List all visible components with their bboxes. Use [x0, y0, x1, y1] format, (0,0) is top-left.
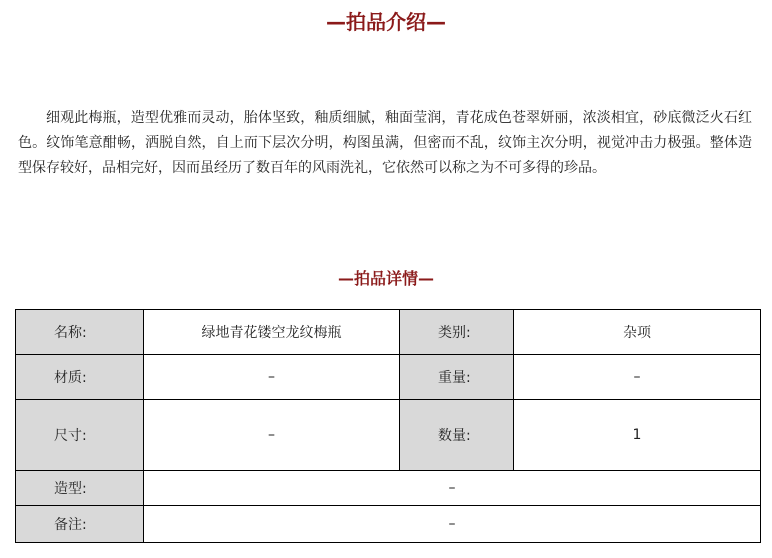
- size-value: –: [144, 400, 400, 471]
- remark-label: 备注:: [16, 506, 144, 543]
- material-label: 材质:: [16, 355, 144, 400]
- shape-value: –: [144, 471, 761, 506]
- table-row: [16, 506, 761, 543]
- details-title: —拍品详情—: [337, 269, 434, 288]
- shape-label: 造型:: [16, 471, 144, 506]
- weight-label: 重量:: [400, 355, 514, 400]
- quantity-label: 数量:: [400, 400, 514, 471]
- intro-title: —拍品介绍—: [326, 10, 446, 34]
- name-value: 绿地青花镂空龙纹梅瓶: [144, 310, 400, 355]
- table-row: [16, 471, 761, 506]
- table-row: [16, 310, 761, 355]
- remark-value: –: [144, 506, 761, 543]
- table-row: [16, 400, 761, 471]
- category-label: 类别:: [400, 310, 514, 355]
- table-row: [16, 355, 761, 400]
- material-value: –: [144, 355, 400, 400]
- quantity-value: 1: [514, 400, 761, 471]
- details-table: [15, 309, 761, 543]
- name-label: 名称:: [16, 310, 144, 355]
- size-label: 尺寸:: [16, 400, 144, 471]
- category-value: 杂项: [514, 310, 761, 355]
- intro-description: 细观此梅瓶，造型优雅而灵动，胎体坚致，釉质细腻，釉面莹润，青花成色苍翠妍丽，浓淡相宜，砂底微泛火石红色。纹饰笔意酣畅，洒脱自然，自上而下层次分明，构图虽满，但密而不乱，纹饰主次分明，视觉冲击力极强。整体造型保存较好，品相完好，因而虽经历了数百年的风雨洗礼，它依然可以称之为不可多得的珍品。: [18, 110, 752, 176]
- weight-value: –: [514, 355, 761, 400]
